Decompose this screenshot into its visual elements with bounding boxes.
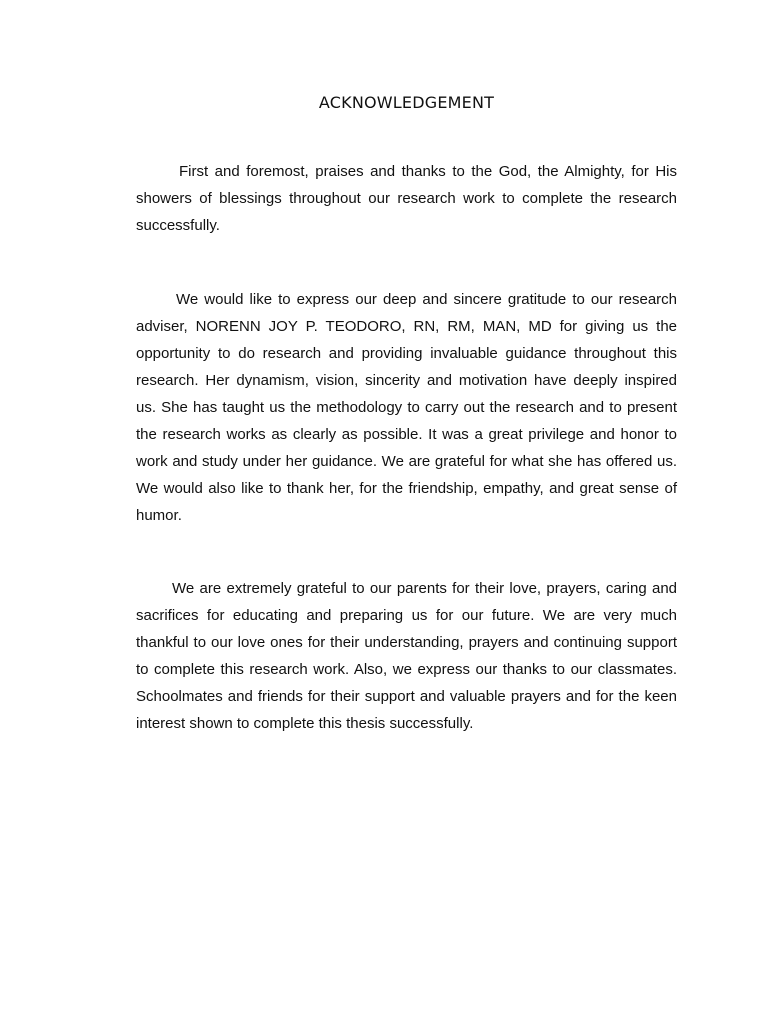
page-title: ACKNOWLEDGEMENT: [318, 93, 495, 112]
paragraph-gratitude-to-adviser: We would like to express our deep and sincere gratitude to our research adviser, NORENN JOY P. TEODORO, RN, RM, MAN, MD for giving us the opportunity to do research and providing invaluable guidance throughout this research. Her dynamism, vision, sincerity and motivation have deeply inspired us. She has taught us the methodology to carry out the research and to present the research works as clearly as possible. It was a great privilege and honor to work and study under her guidance. We are grateful for what she has offered us. We would also like to thank her, for the friendship, empathy, and great sense of humor.: [136, 291, 677, 524]
paragraph-gratitude-to-family-and-friends: We are extremely grateful to our parents for their love, prayers, caring and sacrifices for educating and preparing us for our future. We are very much thankful to our love ones for their understanding, prayers and continuing support to complete this research work. Also, we express our thanks to our classmates. Schoolmates and friends for their support and valuable prayers and for the keen interest shown to complete this thesis successfully.: [136, 580, 677, 732]
paragraph-gratitude-to-god: First and foremost, praises and thanks to the God, the Almighty, for His showers of blessings throughout our research work to complete the research successfully.: [136, 163, 677, 234]
